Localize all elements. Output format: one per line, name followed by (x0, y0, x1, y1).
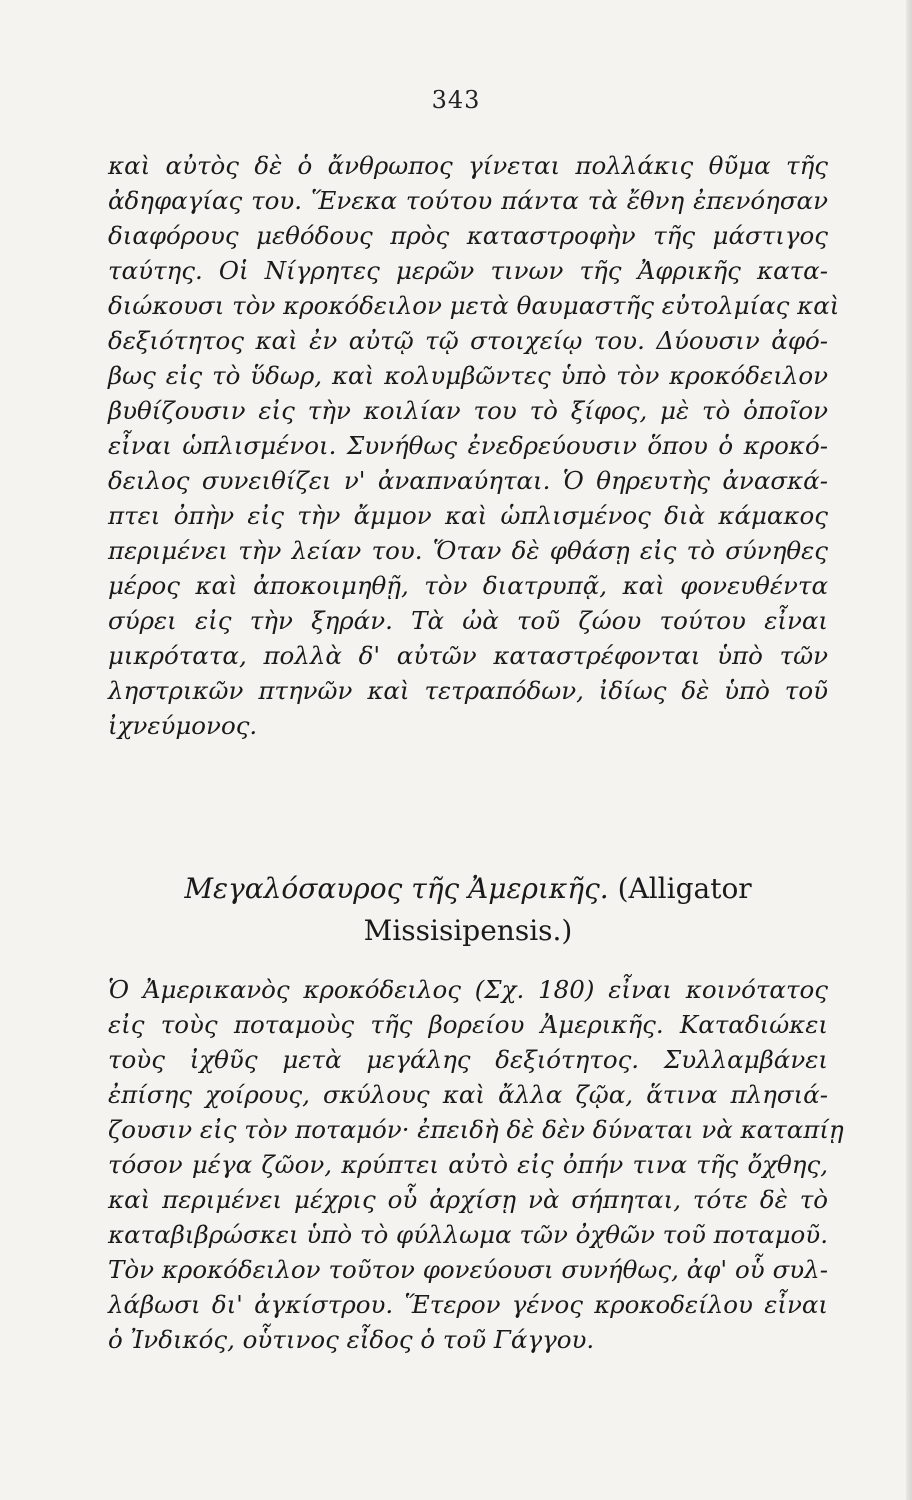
section-title-latin-1: (Alligator (617, 872, 752, 905)
paragraph-2-line: εἰς τοὺς ποταμοὺς τῆς βορείου Ἀμερικῆς. Καταδιώκει (108, 1010, 828, 1039)
paragraph-2-line: Τὸν κροκόδειλον τοῦτον φονεύουσι συνήθως, ἀφ' οὗ συλ- (108, 1255, 828, 1284)
section-heading-line-1 (108, 868, 828, 910)
scan-edge-shadow (906, 0, 912, 1500)
paragraph-1 (108, 148, 840, 743)
paragraph-2-line: Ὁ Ἀμερικανὸς κροκόδειλος (Σχ. 180) εἶναι κοινότατος (108, 975, 828, 1004)
paragraph-1-line: ληστρικῶν πτηνῶν καὶ τετραπόδων, ἰδίως δὲ ὑπὸ τοῦ (108, 676, 828, 705)
paragraph-2-line: ἐπίσης χοίρους, σκύλους καὶ ἄλλα ζῷα, ἅτινα πλησιά- (108, 1080, 828, 1109)
section-title-latin-2: Missisipensis.) (363, 914, 573, 947)
paragraph-1-line: διαφόρους μεθόδους πρὸς καταστροφὴν τῆς μάστιγος (108, 221, 828, 250)
paragraph-2-line: τόσον μέγα ζῶον, κρύπτει αὐτὸ εἰς ὀπήν τινα τῆς ὄχθης, (108, 1150, 828, 1179)
paragraph-1-line: δειλος συνειθίζει ν' ἀναπναύηται. Ὁ θηρευτὴς ἀνασκά- (108, 466, 828, 495)
paragraph-2-line: ζουσιν εἰς τὸν ποταμόν· ἐπειδὴ δὲ δὲν δύναται νὰ καταπίῃ (108, 1115, 844, 1144)
paragraph-2-line: τοὺς ἰχθῦς μετὰ μεγάλης δεξιότητος. Συλλαμβάνει (108, 1045, 828, 1074)
paragraph-2-line: λάβωσι δι' ἀγκίστρου. Ἕτερον γένος κροκοδείλου εἶναι (108, 1290, 828, 1319)
paragraph-1-line: δεξιότητος καὶ ἐν αὐτῷ τῷ στοιχείῳ του. Δύουσιν ἀφό- (108, 326, 828, 355)
paragraph-1-line: περιμένει τὴν λείαν του. Ὅταν δὲ φθάσῃ εἰς τὸ σύνηθες (108, 536, 828, 565)
paragraph-1-line: διώκουσι τὸν κροκόδειλον μετὰ θαυμαστῆς εὐτολμίας καὶ (108, 291, 840, 320)
paragraph-2 (108, 972, 844, 1357)
paragraph-2-line: καὶ περιμένει μέχρις οὗ ἀρχίσῃ νὰ σήπηται, τότε δὲ τὸ (108, 1185, 828, 1214)
paragraph-1-line: πτει ὀπὴν εἰς τὴν ἄμμον καὶ ὡπλισμένος διὰ κάμακος (108, 501, 828, 530)
paragraph-1-line: βως εἰς τὸ ὕδωρ, καὶ κολυμβῶντες ὑπὸ τὸν κροκόδειλον (108, 361, 828, 390)
section-heading (108, 868, 828, 952)
page-number: 343 (431, 86, 481, 114)
paragraph-1-line: σύρει εἰς τὴν ξηράν. Τὰ ὠὰ τοῦ ζώου τούτου εἶναι (108, 606, 828, 635)
section-title-greek: Μεγαλόσαυρος τῆς Ἀμερικῆς. (184, 872, 609, 905)
paragraph-1-last-line: ἰχνεύμονος. (108, 711, 258, 740)
paragraph-1-line: εἶναι ὡπλισμένοι. Συνήθως ἐνεδρεύουσιν ὅπου ὁ κροκό- (108, 431, 828, 460)
paragraph-1-line: ἀδηφαγίας του. Ἕνεκα τούτου πάντα τὰ ἔθνη ἐπενόησαν (108, 186, 828, 215)
paragraph-1-line: μέρος καὶ ἀποκοιμηθῇ, τὸν διατρυπᾷ, καὶ φονευθέντα (108, 571, 828, 600)
paragraph-1-line: βυθίζουσιν εἰς τὴν κοιλίαν του τὸ ξίφος, μὲ τὸ ὁποῖον (108, 396, 828, 425)
paragraph-1-line: μικρότατα, πολλὰ δ' αὐτῶν καταστρέφονται ὑπὸ τῶν (108, 641, 828, 670)
paragraph-1-line: καὶ αὐτὸς δὲ ὁ ἄνθρωπος γίνεται πολλάκις θῦμα τῆς (108, 151, 828, 180)
paragraph-2-line: καταβιβρώσκει ὑπὸ τὸ φύλλωμα τῶν ὀχθῶν τοῦ ποταμοῦ. (108, 1220, 828, 1249)
paragraph-1-line: ταύτης. Οἱ Νίγρητες μερῶν τινων τῆς Ἀφρικῆς κατα- (108, 256, 828, 285)
paragraph-2-last-line: ὁ Ἰνδικός, οὗτινος εἶδος ὁ τοῦ Γάγγου. (108, 1325, 595, 1354)
